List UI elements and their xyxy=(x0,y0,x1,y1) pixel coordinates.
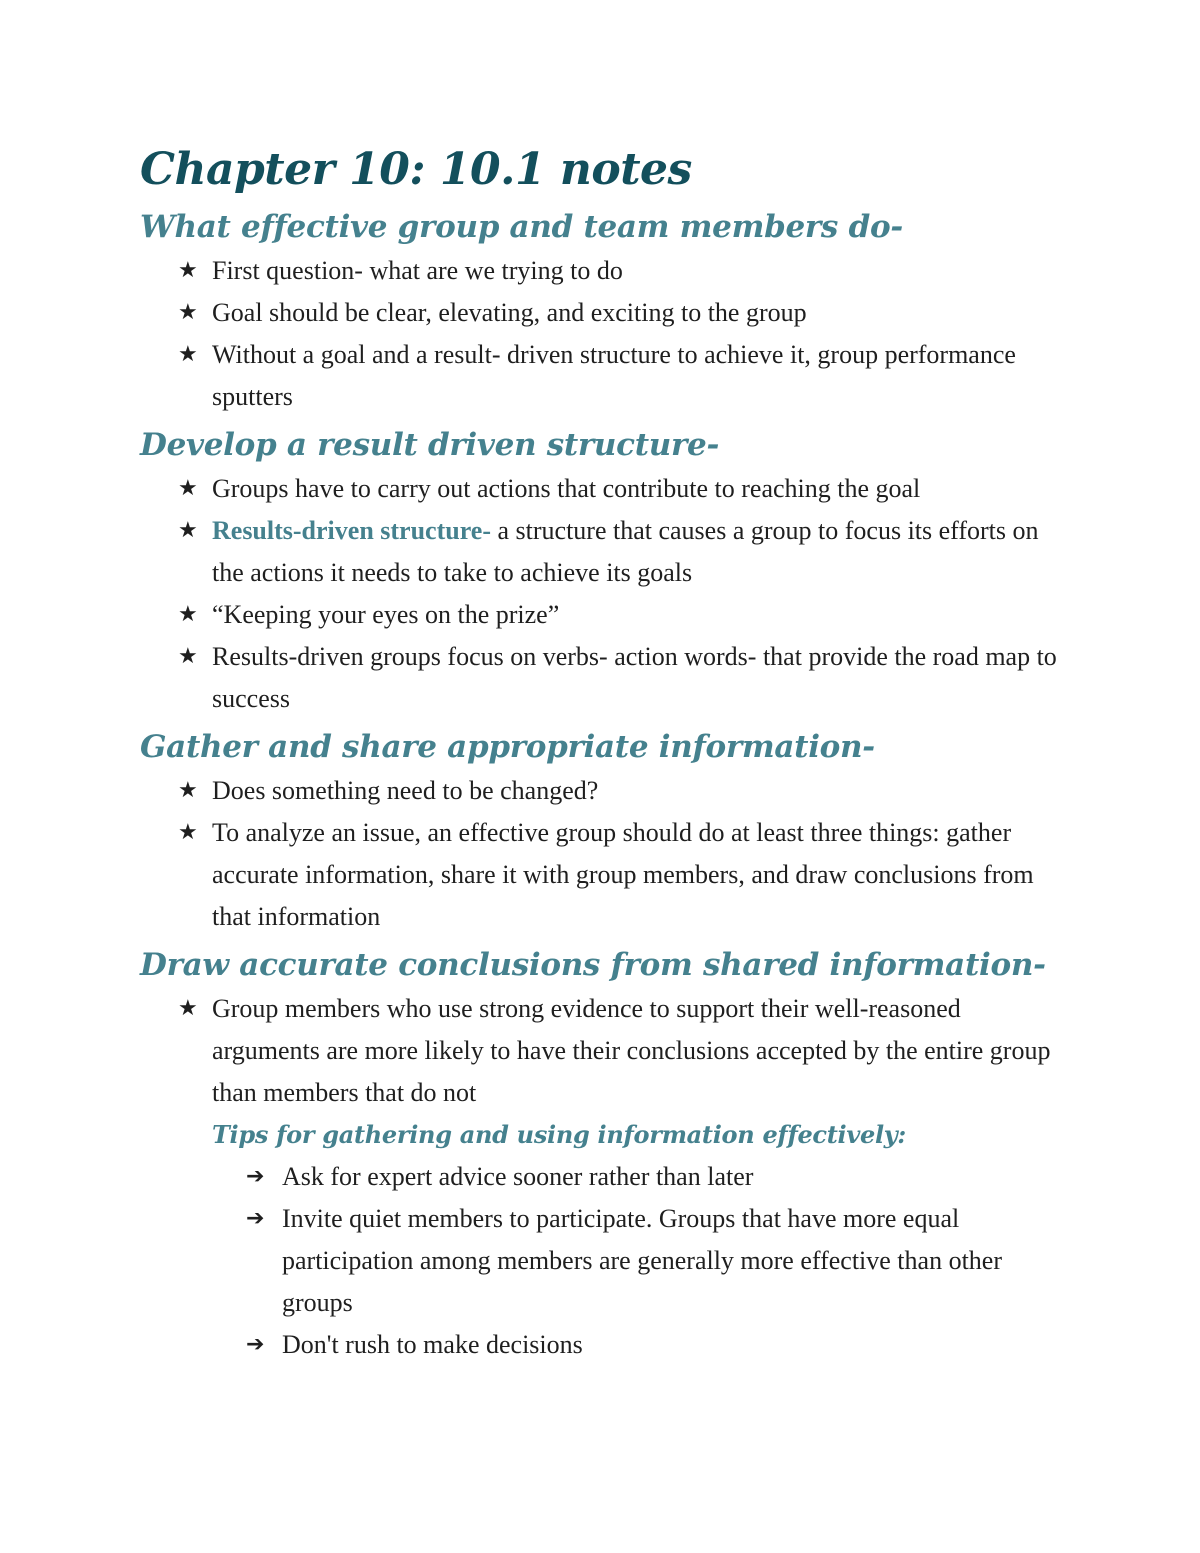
list-item-text: Without a goal and a result- driven structure to achieve it, group performance sputters xyxy=(212,340,1016,411)
star-icon: ★ xyxy=(178,258,198,283)
arrow-right-icon: ➔ xyxy=(246,1164,265,1189)
tip-item-text: Don't rush to make decisions xyxy=(282,1330,583,1359)
document-page xyxy=(140,140,1070,1370)
arrow-right-icon: ➔ xyxy=(246,1332,265,1357)
star-icon: ★ xyxy=(178,518,198,543)
tip-item-text: Ask for expert advice sooner rather than later xyxy=(282,1162,754,1191)
list-item-text: Groups have to carry out actions that contribute to reaching the goal xyxy=(212,474,921,503)
list-item-text: Does something need to be changed? xyxy=(212,776,599,805)
bullet-list xyxy=(140,770,1070,938)
section-heading-result-driven-structure: Develop a result driven structure- xyxy=(140,427,720,463)
tip-item-text: Invite quiet members to participate. Groups that have more equal participation among members are generally more effective than other groups xyxy=(282,1204,1002,1317)
star-icon: ★ xyxy=(178,644,198,669)
star-icon: ★ xyxy=(178,342,198,367)
list-item xyxy=(140,250,1070,292)
star-icon: ★ xyxy=(178,778,198,803)
tips-heading: Tips for gathering and using information effectively: xyxy=(212,1120,906,1149)
list-item xyxy=(140,594,1070,636)
arrow-right-icon: ➔ xyxy=(246,1206,265,1231)
section-heading-gather-share-information: Gather and share appropriate information- xyxy=(140,729,875,765)
list-item-text: Results-driven groups focus on verbs- action words- that provide the road map to success xyxy=(212,642,1057,713)
list-item xyxy=(140,292,1070,334)
tip-item xyxy=(212,1198,1070,1324)
bullet-list xyxy=(140,988,1070,1366)
list-item xyxy=(140,468,1070,510)
star-icon: ★ xyxy=(178,300,198,325)
star-icon: ★ xyxy=(178,820,198,845)
list-item-text: To analyze an issue, an effective group should do at least three things: gather accurate information, share it with group members, and draw conclusions from that information xyxy=(212,818,1034,931)
tips-list xyxy=(212,1156,1070,1366)
list-item xyxy=(140,510,1070,594)
star-icon: ★ xyxy=(178,476,198,501)
bullet-list xyxy=(140,250,1070,418)
list-item-text: First question- what are we trying to do xyxy=(212,256,623,285)
section-heading-draw-conclusions: Draw accurate conclusions from shared information- xyxy=(140,947,1046,983)
bullet-list xyxy=(140,468,1070,720)
definition-text: a structure that causes a group to focus its efforts on the actions it needs to take to achieve its goals xyxy=(212,516,1039,587)
page-title: Chapter 10: 10.1 notes xyxy=(140,144,692,195)
section-heading-effective-members: What effective group and team members do- xyxy=(140,209,903,245)
list-item-text: “Keeping your eyes on the prize” xyxy=(212,600,560,629)
list-item-text: Goal should be clear, elevating, and exciting to the group xyxy=(212,298,807,327)
list-item-text: Group members who use strong evidence to support their well-reasoned arguments are more likely to have their conclusions accepted by the entire group than members that do not xyxy=(212,994,1051,1107)
list-item xyxy=(140,812,1070,938)
star-icon: ★ xyxy=(178,602,198,627)
list-item xyxy=(140,334,1070,418)
star-icon: ★ xyxy=(178,996,198,1021)
list-item xyxy=(140,636,1070,720)
defined-term: Results-driven structure- xyxy=(212,516,491,545)
tip-item xyxy=(212,1324,1070,1366)
list-item xyxy=(140,988,1070,1366)
tip-item xyxy=(212,1156,1070,1198)
list-item xyxy=(140,770,1070,812)
